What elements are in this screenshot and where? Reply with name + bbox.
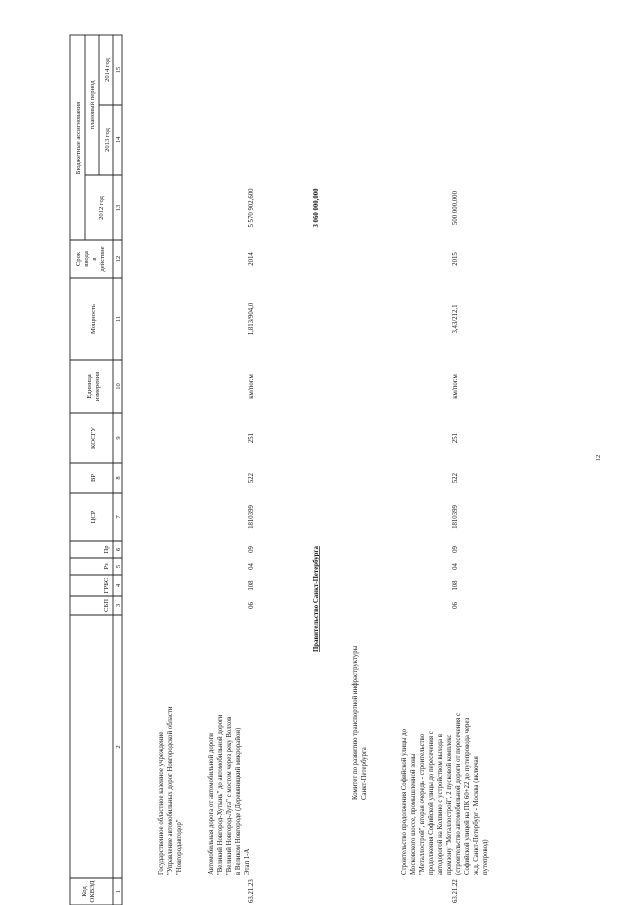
row2-csr: 1810399 (452, 505, 459, 529)
row2-rz: 04 (452, 563, 459, 570)
col-number: 7 (115, 515, 122, 519)
col-number: 10 (115, 383, 122, 390)
row1-unit: км/пог.м (248, 374, 255, 399)
table-row (208, 188, 255, 903)
col-number: 2 (115, 745, 122, 749)
header-2013: 2013 год (104, 128, 111, 152)
row1-kosgu: 251 (248, 432, 255, 444)
header-okved-line2: ОКВЭД (89, 880, 96, 903)
row1-desc-line: "Великий Новгород-Луга" с мостом через реку Волхов (226, 716, 233, 875)
header-power: Мощность (90, 304, 97, 334)
row2-desc-line: продолжения Софийской улицы до пересечения с (428, 731, 435, 875)
row1-csr: 1810399 (248, 505, 255, 529)
row2-desc-line: Московского шоссе, промышленной зоны (410, 753, 417, 875)
header-vr: ВР (90, 473, 97, 483)
col-number: 1 (115, 889, 122, 894)
row1-sbp: 06 (248, 602, 255, 609)
row2-desc-line: ж.д. Санкт-Петербург - Москва (включая (473, 756, 480, 875)
row2-amount-2012: 500 000,000 (452, 191, 459, 225)
col-number: 5 (115, 564, 122, 569)
col-number: 8 (115, 476, 122, 480)
table-header (75, 57, 111, 902)
col-number: 12 (115, 255, 122, 263)
col-number: 14 (115, 136, 122, 144)
org1-line: "Новгородавтодор" (176, 819, 183, 875)
header-kosgu: КОСГУ (90, 427, 97, 449)
row1-pr: 09 (248, 546, 255, 553)
row1-desc-line: Автомобильная дорога от автомобильной дороги (208, 733, 215, 875)
row1-desc-line: "Великий Новгород-Хутынь" до автомобильной дороги (217, 714, 224, 875)
row2-vr: 522 (452, 472, 459, 484)
row2-desc-line: (строительство автомобильной дороги от пересечения с (455, 713, 462, 875)
row1-power: 1,813/904,0 (248, 302, 255, 336)
row2-unit: км/пог.м (452, 374, 459, 399)
col-number: 11 (115, 315, 122, 323)
row2-grbs: 108 (452, 580, 459, 591)
header-2014: 2014 год (104, 58, 111, 82)
row2-desc-line: автодорогой на Колпино с устройством выхода в (437, 734, 444, 875)
column-number-row (115, 66, 122, 893)
rotated-table-page (70, 35, 602, 905)
header-unit-line1: Единица (86, 374, 93, 399)
row1-vr: 522 (248, 472, 255, 484)
government-title: Правительство Санкт-Петербурга (313, 546, 320, 652)
row1-grbs: 108 (248, 580, 255, 591)
row2-desc-line: "Металлострой", вторая очередь - строительство (419, 733, 426, 875)
row2-sbp: 06 (452, 602, 459, 609)
header-term-line4: действие (99, 246, 106, 272)
row1-amount-2012: 5 570 902,600 (248, 188, 255, 228)
header-2012: 2012 год (98, 196, 105, 220)
row2-desc-line: путепровод) (482, 839, 489, 875)
row1-okved: 63.21.23 (248, 879, 255, 903)
header-planned-period: плановый период (89, 80, 96, 130)
org1-line: Государственное областное казенное учреждение (158, 731, 165, 875)
header-grbs: ГРБС (103, 577, 110, 594)
header-sbp: СБП (103, 599, 110, 612)
col-number: 9 (115, 436, 122, 440)
row2-power: 3,43/212,1 (452, 304, 459, 334)
row2-kosgu: 251 (452, 432, 459, 444)
row1-desc-line: в Великом Новгороде (Деревяницкий микрорайон) (235, 727, 242, 875)
header-term-line3: в (91, 257, 98, 261)
row1-desc-line: Этап 1-А (244, 848, 251, 875)
org2-line: Комитет по развитию транспортной инфраструктуры (352, 645, 359, 800)
header-term-line1: Срок (75, 251, 82, 267)
row2-desc-line: промзону "Металлострой", 2 пусковой комплекс (446, 734, 453, 875)
col-number: 3 (115, 603, 122, 608)
government-total-2012: 3 060 000,000 (313, 188, 320, 228)
header-pr: Пр (103, 545, 110, 554)
row1-term: 2014 (248, 252, 255, 266)
header-term-line2: ввода (83, 251, 90, 267)
col-number: 6 (115, 547, 122, 552)
col-number: 4 (115, 583, 122, 588)
page-number: 12 (595, 454, 602, 462)
table-row (401, 190, 489, 903)
header-rz: Рз (103, 563, 110, 570)
organization-novgorodavtodor (158, 706, 183, 875)
col-number: 13 (115, 204, 122, 212)
org2-line: Санкт-Петербурга (361, 747, 368, 800)
row2-okved: 63.21.22 (452, 879, 459, 903)
row1-rz: 04 (248, 563, 255, 570)
col-number: 15 (115, 66, 122, 74)
row2-desc-line: Софийской улицей на ПК 60+22 до путепровода через (464, 717, 471, 875)
org1-line: "Управление автомобильных дорог Новгородской области (167, 706, 174, 875)
header-csr: ЦСР (90, 510, 97, 524)
header-budget: Бюджетные ассигнования (75, 101, 82, 175)
organization-transport-committee (352, 645, 368, 800)
header-okved-line1: Код (81, 886, 88, 897)
row2-term: 2015 (452, 252, 459, 266)
row2-desc-line: Строительство продолжения Софийской улицы до (401, 729, 408, 875)
row2-pr: 09 (452, 546, 459, 553)
government-section (313, 188, 320, 652)
header-unit-line2: измерения (94, 371, 101, 402)
